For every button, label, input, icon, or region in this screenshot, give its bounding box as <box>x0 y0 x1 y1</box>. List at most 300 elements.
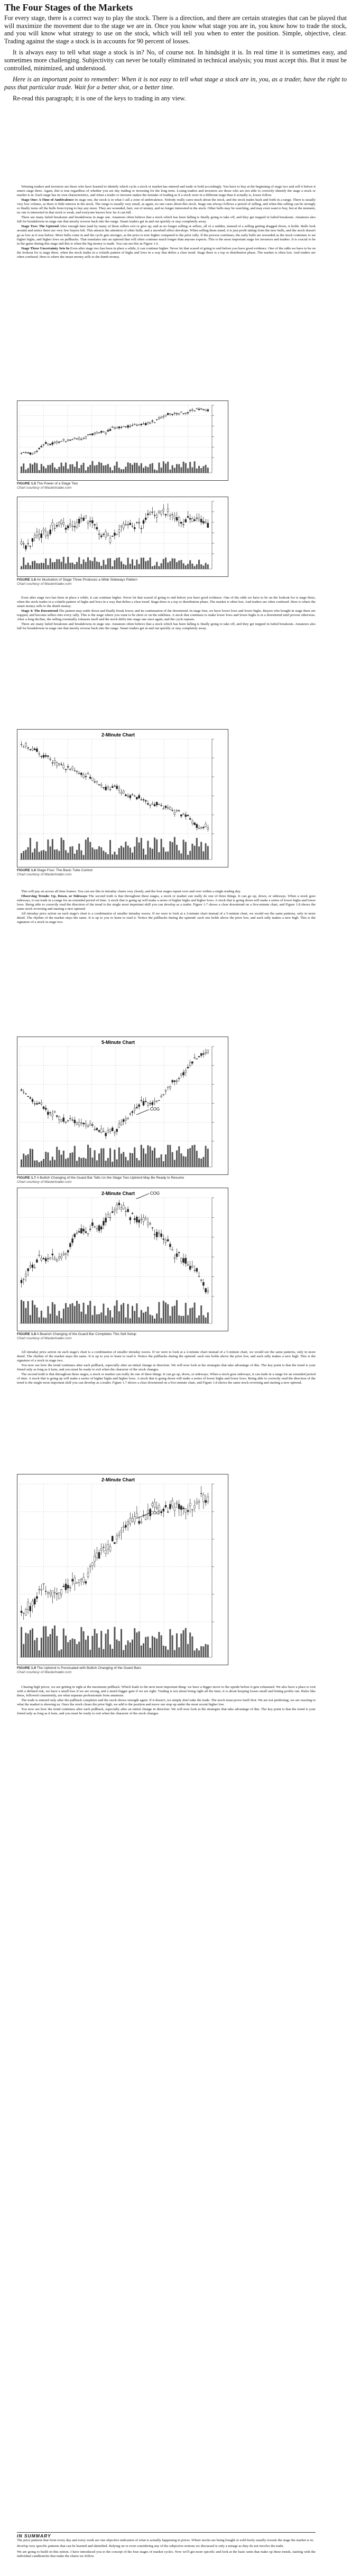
candle-body <box>176 517 178 520</box>
candle-body <box>107 534 109 535</box>
volume-bar <box>127 1304 129 1323</box>
volume-bar <box>56 1147 58 1167</box>
volume-bar <box>161 468 162 473</box>
volume-bar <box>45 1152 47 1167</box>
volume-bar <box>72 1303 73 1323</box>
volume-bar <box>154 1148 155 1167</box>
candle-body <box>189 1062 191 1066</box>
candle-body <box>89 434 91 435</box>
volume-bar <box>185 463 187 473</box>
volume-bar <box>72 1638 73 1657</box>
volume-bar <box>52 1302 53 1323</box>
volume-bar <box>189 1148 191 1167</box>
candle-body <box>69 769 71 770</box>
candle-body <box>96 432 98 434</box>
candle-body <box>143 1102 144 1105</box>
candle-body <box>134 1108 135 1110</box>
volume-bar <box>41 563 42 569</box>
candle-body <box>56 1259 58 1261</box>
candle-body <box>143 1218 144 1222</box>
volume-bar <box>187 855 189 860</box>
candle-body <box>100 1548 102 1550</box>
candle-body <box>112 536 113 537</box>
volume-bar <box>172 558 173 569</box>
volume-bar <box>198 466 200 473</box>
volume-bar <box>154 1637 155 1657</box>
volume-bar <box>41 1161 42 1167</box>
candlestick-chart <box>17 730 228 867</box>
volume-bar <box>114 1150 115 1167</box>
candle-body <box>87 1573 89 1577</box>
volume-bar <box>61 562 62 569</box>
volume-bar <box>39 852 40 860</box>
volume-bar <box>176 1634 178 1657</box>
candle-body <box>178 413 180 414</box>
volume-bar <box>141 1145 142 1167</box>
volume-bar <box>105 465 107 473</box>
candle-body <box>180 1258 182 1261</box>
candle-body <box>138 1220 140 1222</box>
emphasis-text: Here is an important point to remember: When it is not easy to tell what stage a stock are in, you, as a trader, have the right to pass that particular trade. Wait for a better shot, or a better time. <box>4 76 347 91</box>
volume-bar <box>69 1153 71 1167</box>
volume-bar <box>91 561 93 569</box>
candle-body <box>45 1258 47 1261</box>
figure-caption <box>17 578 260 586</box>
volume-bar <box>47 565 49 569</box>
candle-body <box>30 1606 31 1611</box>
candle-body <box>147 1511 149 1514</box>
volume-bar <box>150 847 151 860</box>
candle-body <box>145 423 146 425</box>
candle-body <box>61 1256 62 1258</box>
candle-body <box>32 1265 33 1268</box>
candle-body <box>156 1507 158 1509</box>
candle-body <box>156 419 158 420</box>
volume-bar <box>196 838 198 860</box>
volume-bar <box>205 1146 207 1167</box>
body-paragraph <box>17 894 316 911</box>
volume-bar <box>116 1160 118 1167</box>
volume-bar <box>169 1316 171 1323</box>
volume-bar <box>200 1159 202 1167</box>
candle-body <box>52 1591 53 1597</box>
volume-bar <box>83 1158 85 1167</box>
volume-bar <box>25 1155 26 1167</box>
volume-bar <box>89 1148 91 1167</box>
candle-body <box>154 805 155 806</box>
volume-bar <box>45 851 47 860</box>
candle-body <box>109 1217 111 1218</box>
candle-body <box>94 1556 96 1561</box>
volume-bar <box>167 852 169 860</box>
volume-bar <box>187 1149 189 1167</box>
volume-bar <box>125 1645 126 1657</box>
candle-body <box>158 804 160 805</box>
candle-body <box>145 518 146 520</box>
volume-bar <box>207 846 209 860</box>
candle-body <box>123 524 124 528</box>
candle-body <box>121 1530 122 1533</box>
candle-body <box>147 514 149 515</box>
volume-bar <box>163 559 164 569</box>
volume-bar <box>61 1318 62 1323</box>
volume-bar <box>180 560 182 569</box>
candle-body <box>21 1280 22 1283</box>
candle-body <box>165 1505 167 1507</box>
candle-body <box>58 1257 60 1258</box>
volume-bar <box>165 1646 167 1657</box>
volume-bar <box>78 468 80 473</box>
candle-body <box>45 442 47 443</box>
candle-body <box>76 438 78 439</box>
volume-bar <box>50 1314 51 1323</box>
candle-body <box>134 1219 135 1220</box>
candle-body <box>61 520 62 524</box>
volume-bar <box>161 563 162 569</box>
volume-bar <box>116 558 118 569</box>
candle-body <box>207 409 209 411</box>
volume-bar <box>36 563 38 569</box>
volume-bar <box>152 566 153 569</box>
candle-body <box>202 1282 204 1285</box>
candle-body <box>161 511 162 514</box>
figure-label: FIGURE 1.8 <box>17 1332 36 1336</box>
body-paragraph: There are many failed breakouts and breakdowns in stage one. Amateurs often believe that a stock which has been falling is finally going to take off, and they get trapped in failed breakouts. Amateurs also fall for breakdowns in stage one that merely reverse back into the range. Smart traders get in and out quickly or stay completely away. <box>17 622 316 631</box>
candle-body <box>180 815 182 816</box>
candle-body <box>207 1291 209 1292</box>
candle-body <box>39 534 40 538</box>
candle-body <box>23 452 24 453</box>
volume-bar <box>150 1146 151 1167</box>
volume-bar <box>112 1162 113 1167</box>
volume-bar <box>207 1149 209 1167</box>
volume-bar <box>123 469 124 473</box>
volume-bar <box>27 1154 29 1167</box>
volume-bar <box>132 1639 133 1657</box>
volume-bar <box>89 1650 91 1657</box>
candle-body <box>152 804 153 805</box>
volume-bar <box>25 470 26 473</box>
candle-body <box>80 1228 82 1233</box>
volume-bar <box>89 465 91 473</box>
volume-bar <box>127 1640 129 1657</box>
volume-bar <box>91 1315 93 1323</box>
figure-chart <box>17 729 228 867</box>
volume-bar <box>143 557 144 569</box>
candle-body <box>61 1120 62 1122</box>
volume-bar <box>21 1300 22 1323</box>
volume-bar <box>112 566 113 569</box>
volume-bar <box>63 1309 64 1323</box>
candle-body <box>198 1056 200 1057</box>
candle-body <box>112 1211 113 1212</box>
volume-bar <box>41 1311 42 1323</box>
candle-body <box>65 1122 67 1123</box>
candlestick-chart <box>17 497 228 576</box>
candle-body <box>100 785 102 786</box>
volume-bar <box>63 557 64 569</box>
candle-body <box>34 535 35 538</box>
volume-bar <box>189 560 191 569</box>
candle-body <box>143 520 144 524</box>
body-column <box>17 1685 316 1997</box>
volume-bar <box>89 1301 91 1323</box>
candle-body <box>67 1585 69 1588</box>
body-paragraph: This will pay on across all time frames. You can see this in intraday charts very clearly, and the four stages repeat over and over within a single trading day. <box>21 890 241 893</box>
volume-bar <box>87 1305 89 1323</box>
candle-body <box>52 1114 53 1116</box>
volume-bar <box>136 1632 137 1657</box>
candle-body <box>72 1120 73 1121</box>
volume-bar <box>147 561 149 569</box>
body-column <box>17 596 316 726</box>
volume-bar <box>194 566 196 569</box>
volume-bar <box>58 1150 60 1167</box>
volume-bar <box>39 1318 40 1323</box>
volume-bar <box>67 1158 69 1167</box>
candle-body <box>32 1099 33 1102</box>
volume-bar <box>172 842 173 860</box>
volume-bar <box>176 1300 178 1323</box>
volume-bar <box>185 565 187 569</box>
candle-body <box>43 1583 44 1584</box>
candle-body <box>30 1098 31 1099</box>
candle-body <box>39 753 40 754</box>
candle-body <box>172 1501 173 1506</box>
figure-label: FIGURE 1.7 <box>17 1176 36 1180</box>
volume-bar <box>34 1305 35 1323</box>
candle-body <box>147 804 149 805</box>
volume-bar <box>83 1631 85 1657</box>
candle-body <box>21 1090 22 1091</box>
candle-body <box>114 427 115 428</box>
candle-body <box>198 409 200 410</box>
candle-body <box>109 430 111 431</box>
volume-bar <box>87 1636 89 1657</box>
candle-body <box>61 441 62 442</box>
volume-bar <box>45 1626 47 1657</box>
volume-bar <box>100 1312 102 1323</box>
volume-bar <box>158 463 160 473</box>
candle-body <box>63 1254 64 1255</box>
volume-bar <box>39 563 40 569</box>
candle-body <box>183 1508 184 1509</box>
volume-bar <box>202 851 204 860</box>
volume-bar <box>132 853 133 860</box>
candle-body <box>138 1105 140 1107</box>
candle-body <box>202 827 204 828</box>
volume-bar <box>150 1648 151 1657</box>
candle-body <box>96 781 98 782</box>
volume-bar <box>183 1156 184 1167</box>
candle-body <box>50 1592 51 1594</box>
volume-bar <box>127 462 129 473</box>
candle-body <box>152 1504 153 1506</box>
candle-body <box>69 1118 71 1119</box>
volume-bar <box>47 1152 49 1167</box>
candle-body <box>130 1218 131 1220</box>
candle-body <box>138 424 140 425</box>
body-paragraph <box>17 609 316 622</box>
volume-bar <box>123 847 124 860</box>
candle-body <box>69 524 71 525</box>
volume-bar <box>202 1315 204 1323</box>
volume-bar <box>94 850 96 860</box>
volume-bar <box>74 1146 76 1167</box>
volume-bar <box>143 468 144 473</box>
volume-bar <box>178 1647 180 1657</box>
candle-body <box>123 791 124 793</box>
candle-body <box>72 1239 73 1243</box>
candle-body <box>147 422 149 424</box>
volume-bar <box>136 837 137 860</box>
volume-bar <box>154 1319 155 1323</box>
candle-body <box>185 1258 187 1263</box>
candle-body <box>114 533 115 536</box>
candle-body <box>118 427 120 428</box>
volume-bar <box>30 463 31 473</box>
candlestick-chart <box>17 1188 228 1331</box>
candle-body <box>96 1553 98 1557</box>
candle-body <box>150 512 151 515</box>
candle-body <box>21 1611 22 1612</box>
volume-bar <box>158 852 160 860</box>
candle-body <box>34 1267 35 1268</box>
volume-bar <box>174 837 176 860</box>
candle-body <box>78 438 80 440</box>
section-heading: Observing Trends: Up, Down, or Sideways <box>21 894 88 899</box>
candle-body <box>32 1601 33 1606</box>
volume-bar <box>180 1316 182 1323</box>
volume-bar <box>198 1315 200 1323</box>
volume-bar <box>72 563 73 569</box>
volume-bar <box>163 1646 164 1657</box>
candle-body <box>138 522 140 523</box>
candle-body <box>185 1070 187 1072</box>
volume-bar <box>52 839 53 860</box>
volume-bar <box>125 466 126 473</box>
volume-bar <box>205 1644 207 1657</box>
candle-body <box>85 516 87 518</box>
candle-body <box>98 432 100 433</box>
volume-bar <box>132 465 133 473</box>
volume-bar <box>34 561 35 569</box>
candle-body <box>178 810 180 811</box>
volume-bar <box>56 1315 58 1323</box>
volume-bar <box>105 1634 107 1657</box>
candle-body <box>83 1229 85 1231</box>
volume-bar <box>198 846 200 860</box>
candle-body <box>74 526 76 527</box>
volume-bar <box>132 559 133 569</box>
volume-bar <box>43 850 44 860</box>
volume-bar <box>200 468 202 473</box>
candle-body <box>54 1258 56 1259</box>
volume-bar <box>165 852 167 860</box>
candle-body <box>154 1502 155 1507</box>
volume-bar <box>112 1649 113 1657</box>
caption-text: Stage Four: The Basic Tube Control <box>36 869 93 872</box>
volume-bar <box>147 1145 149 1167</box>
candle-body <box>54 760 56 763</box>
volume-bar <box>36 463 38 473</box>
volume-bar <box>112 470 113 473</box>
candlestick-chart <box>17 1474 228 1665</box>
volume-bar <box>80 1158 82 1167</box>
volume-bar <box>156 1313 158 1323</box>
candlestick-chart <box>17 401 228 480</box>
volume-bar <box>103 1649 104 1657</box>
volume-bar <box>47 1637 49 1657</box>
caption-text: A Bearish Changing of the Guard Bar Completes This Sell Setup <box>36 1332 136 1336</box>
volume-bar <box>154 565 155 569</box>
volume-bar <box>56 559 58 569</box>
volume-bar <box>172 1306 173 1323</box>
volume-bar <box>74 467 76 473</box>
candle-body <box>172 810 173 811</box>
volume-bar <box>125 842 126 860</box>
candle-body <box>118 788 120 790</box>
volume-bar <box>61 1155 62 1167</box>
caption-source: Chart courtesy of Mastertrader.com <box>17 873 72 876</box>
candle-body <box>196 1502 198 1504</box>
figure-label: FIGURE 1.5 <box>17 482 36 486</box>
volume-bar <box>123 1152 124 1167</box>
volume-bar <box>69 847 71 860</box>
candle-body <box>109 1130 111 1132</box>
volume-bar <box>91 1158 93 1167</box>
volume-bar <box>76 1644 78 1657</box>
volume-bar <box>132 1306 133 1323</box>
caption-text: A Bullish Changing of the Guard Bar Tells Us the Stage Two Uptrend May Be Ready to Resume <box>36 1176 184 1180</box>
volume-bar <box>138 466 140 473</box>
candle-body <box>194 1057 196 1058</box>
volume-bar <box>41 851 42 860</box>
volume-bar <box>107 1158 109 1167</box>
candle-body <box>145 1515 146 1519</box>
candle-body <box>123 1205 124 1209</box>
candlestick-chart <box>17 1037 228 1174</box>
candle-body <box>200 1280 202 1281</box>
candle-body <box>27 1602 29 1609</box>
volume-bar <box>121 846 122 860</box>
volume-bar <box>94 557 96 569</box>
candle-body <box>27 1096 29 1097</box>
volume-bar <box>180 1153 182 1167</box>
volume-bar <box>54 562 56 569</box>
chart-title: 5-Minute Chart <box>101 1040 135 1045</box>
volume-bar <box>125 1157 126 1167</box>
volume-bar <box>165 463 167 473</box>
volume-bar <box>116 855 118 860</box>
volume-bar <box>76 1161 78 1167</box>
candle-body <box>183 1258 184 1263</box>
volume-bar <box>39 470 40 473</box>
volume-bar <box>116 462 118 473</box>
volume-bar <box>23 1154 24 1167</box>
volume-bar <box>54 468 56 473</box>
volume-bar <box>67 469 69 473</box>
candle-body <box>94 1129 96 1130</box>
volume-bar <box>178 1315 180 1323</box>
candle-body <box>30 749 31 750</box>
intro-section <box>4 2 347 106</box>
volume-bar <box>167 462 169 473</box>
volume-bar <box>189 1308 191 1323</box>
volume-bar <box>67 853 69 860</box>
candle-body <box>107 430 109 431</box>
volume-bar <box>47 465 49 473</box>
